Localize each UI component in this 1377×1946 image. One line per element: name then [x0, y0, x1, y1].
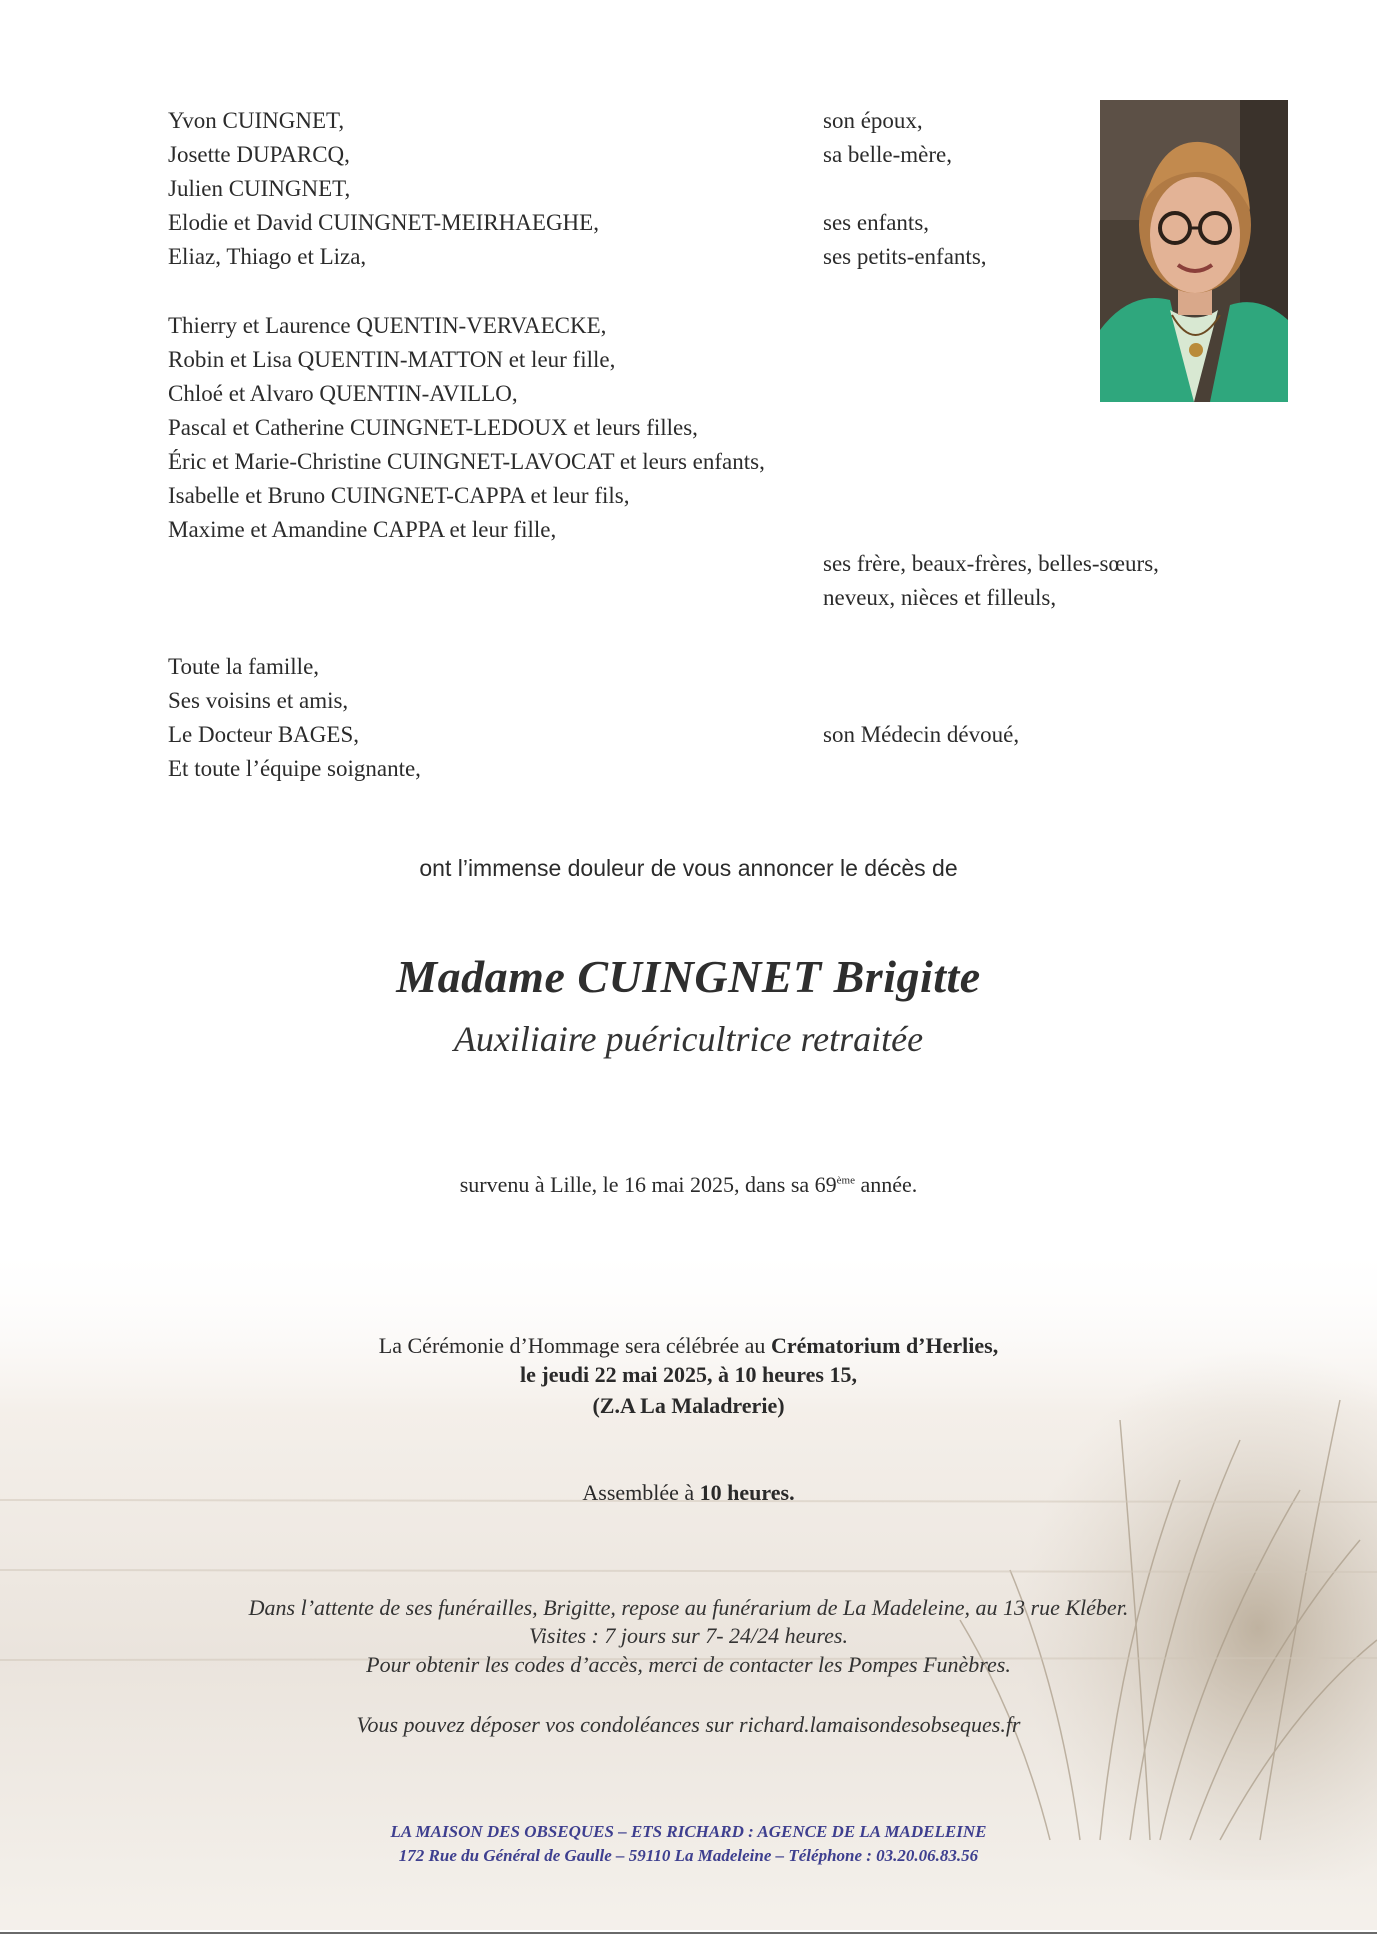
family-line: Julien CUINGNET,	[168, 176, 351, 201]
family-line: Josette DUPARCQ,	[168, 142, 350, 167]
deceased-name: Madame CUINGNET Brigitte	[396, 951, 981, 1002]
family-line: Toute la famille,	[168, 654, 320, 679]
death-details: survenu à Lille, le 16 mai 2025, dans sa 69ème année.	[459, 1172, 918, 1197]
funeral-home-address: 172 Rue du Général de Gaulle – 59110 La Madeleine – Téléphone : 03.20.06.83.56	[398, 1846, 979, 1865]
visit-hours: Visites : 7 jours sur 7- 24/24 heures.	[529, 1623, 848, 1648]
condolences-info: Vous pouvez déposer vos condoléances sur richard.lamaisondesobseques.fr	[356, 1712, 1021, 1737]
family-line: Chloé et Alvaro QUENTIN-AVILLO,	[168, 381, 518, 406]
funeral-home-name: LA MAISON DES OBSEQUES – ETS RICHARD : AGENCE DE LA MADELEINE	[390, 1822, 987, 1841]
family-line: Maxime et Amandine CAPPA et leur fille,	[168, 517, 557, 542]
family-line: Le Docteur BAGES,	[168, 722, 359, 747]
bottom-divider	[0, 1932, 1377, 1934]
announcement-text: ont l’immense douleur de vous annoncer le décès de	[419, 855, 958, 881]
relation-line: son Médecin dévoué,	[823, 722, 1020, 747]
family-line: Et toute l’équipe soignante,	[168, 756, 421, 781]
relation-line: ses frère, beaux-frères, belles-sœurs,	[823, 551, 1159, 576]
family-line: Thierry et Laurence QUENTIN-VERVAECKE,	[168, 313, 607, 338]
portrait-photo	[1100, 100, 1288, 402]
family-line: Éric et Marie-Christine CUINGNET-LAVOCAT et leurs enfants,	[168, 449, 765, 474]
family-line: Yvon CUINGNET,	[168, 108, 345, 133]
family-line: Elodie et David CUINGNET-MEIRHAEGHE,	[168, 210, 599, 235]
relation-line: sa belle-mère,	[823, 142, 952, 167]
relation-line: neveux, nièces et filleuls,	[823, 585, 1057, 610]
ceremony-place: La Cérémonie d’Hommage sera célébrée au Crématorium d’Herlies,	[378, 1333, 999, 1358]
relation-line: ses petits-enfants,	[823, 244, 987, 269]
family-line: Isabelle et Bruno CUINGNET-CAPPA et leur fils,	[168, 483, 630, 508]
ceremony-location: (Z.A La Maladrerie)	[592, 1393, 785, 1418]
relation-line: son époux,	[823, 108, 923, 133]
assembly-time: Assemblée à 10 heures.	[582, 1480, 795, 1505]
funerarium-info: Dans l’attente de ses funérailles, Brigitte, repose au funérarium de La Madeleine, au 13 rue Kléber.	[248, 1595, 1129, 1620]
relation-line: ses enfants,	[823, 210, 930, 235]
access-codes-info: Pour obtenir les codes d’accès, merci de contacter les Pompes Funèbres.	[366, 1652, 1011, 1677]
family-line: Eliaz, Thiago et Liza,	[168, 244, 367, 269]
family-line: Pascal et Catherine CUINGNET-LEDOUX et leurs filles,	[168, 415, 698, 440]
ceremony-date: le jeudi 22 mai 2025, à 10 heures 15,	[520, 1362, 857, 1387]
family-line: Robin et Lisa QUENTIN-MATTON et leur fille,	[168, 347, 616, 372]
deceased-title: Auxiliaire puéricultrice retraitée	[453, 1019, 924, 1059]
family-line: Ses voisins et amis,	[168, 688, 349, 713]
